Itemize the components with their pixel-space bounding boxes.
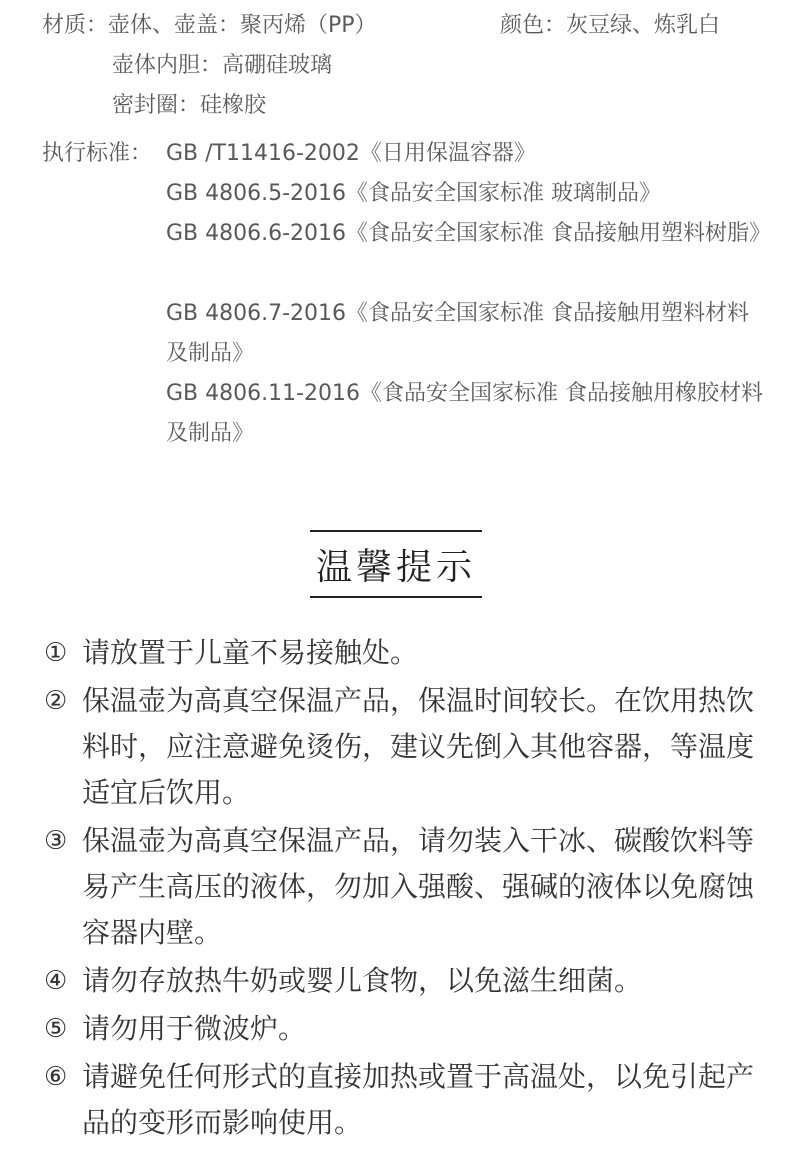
- tip-number: ①: [44, 638, 68, 668]
- tip-item: [44, 958, 764, 1004]
- standard-item: GB 4806.11-2016《食品安全国家标准 食品接触用橡胶材料及制品》: [166, 381, 764, 446]
- tip-text: 请勿存放热牛奶或婴儿食物，以免滋生细菌。: [82, 964, 643, 997]
- tip-number: ②: [44, 686, 68, 716]
- tip-text: 保温壶为高真空保温产品，请勿装入干冰、碳酸饮料等易产生高压的液体，勿加入强酸、强碱的液体以免腐蚀容器内壁。: [82, 824, 755, 949]
- material-seal: 密封圈：硅橡胶: [112, 93, 267, 118]
- color-section: [500, 6, 720, 46]
- tip-item: [44, 818, 764, 956]
- standard-item: GB 4806.5-2016《食品安全国家标准 玻璃制品》: [166, 181, 662, 206]
- tip-number: ④: [44, 966, 68, 996]
- standards-section: [42, 134, 772, 446]
- tip-item: [44, 630, 764, 676]
- standard-item: GB /T11416-2002《日用保温容器》: [166, 141, 536, 166]
- tip-text: 请勿用于微波炉。: [82, 1012, 307, 1045]
- tip-text: 请避免任何形式的直接加热或置于高温处，以免引起产品的变形而影响使用。: [82, 1060, 755, 1139]
- tip-number: ⑤: [44, 1014, 68, 1044]
- tips-title: 温馨提示: [310, 530, 482, 598]
- standard-item: GB 4806.7-2016《食品安全国家标准 食品接触用塑料材料及制品》: [166, 301, 750, 366]
- tip-item: [44, 1006, 764, 1052]
- material-liner: 壶体内胆：高硼硅玻璃: [112, 53, 333, 78]
- tip-number: ⑥: [44, 1062, 68, 1092]
- standard-item: GB 4806.6-2016《食品安全国家标准 食品接触用塑料树脂》: [166, 221, 772, 246]
- tip-item: [44, 1054, 764, 1146]
- color-value: 灰豆绿、炼乳白: [566, 13, 721, 38]
- material-section: [42, 6, 377, 126]
- tip-text: 保温壶为高真空保温产品，保温时间较长。在饮用热饮料时，应注意避免烫伤，建议先倒入其他容器，等温度适宜后饮用。: [82, 684, 755, 809]
- standard-label: 执行标准：: [42, 141, 153, 166]
- tips-list: [44, 630, 764, 1148]
- color-label: 颜色：: [500, 13, 567, 38]
- tip-number: ③: [44, 826, 68, 856]
- material-body-lid: 壶体、壶盖：聚丙烯（PP）: [108, 13, 377, 38]
- tip-item: [44, 678, 764, 816]
- tip-text: 请放置于儿童不易接触处。: [82, 636, 419, 669]
- material-label: 材质：: [42, 13, 109, 38]
